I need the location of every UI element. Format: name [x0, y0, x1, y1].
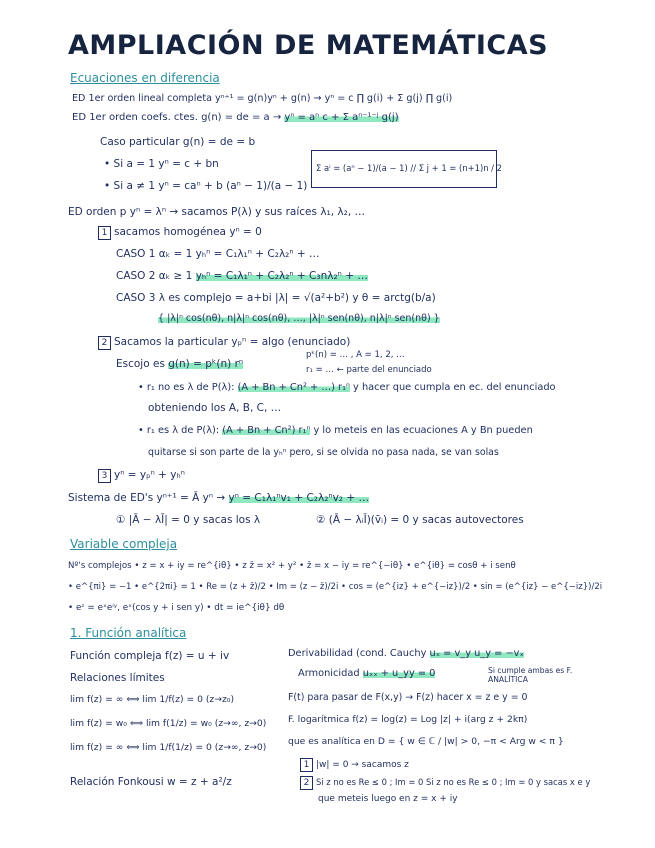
step-3-text: yⁿ = yₚⁿ + yₕⁿ: [114, 469, 185, 481]
line-limit-2: lim f(z) = w₀ ⟺ lim f(1/z) = w₀ (z→∞, z→0): [70, 718, 267, 729]
line-caso-2-formula: yₕⁿ = C₁λ₁ⁿ + C₂λ₂ⁿ + C₃nλ₂ⁿ + …: [195, 270, 368, 282]
line-r1-def: r₁ = … ← parte del enunciado: [306, 365, 432, 375]
line-ed-const-coef-result: yⁿ = aⁿ c + Σ aⁿ⁻¹⁻ʲ g(j): [284, 112, 399, 123]
log-step-2-text: Si z no es Re ≤ 0 ; Im = 0 Si z no es Re ≤ 0 ; Im = 0 y sacas x e y: [316, 777, 591, 787]
page-title: AMPLIACIÓN DE MATEMÁTICAS: [68, 30, 549, 61]
step-1-number: 1: [98, 226, 111, 240]
line-armonicidad-label: Armonicidad: [298, 668, 360, 679]
line-r1-is-root: [138, 425, 533, 436]
log-step-1-number: 1: [300, 758, 313, 772]
log-step-1-text: |w| = 0 → sacamos z: [316, 760, 409, 770]
sum-formula-text: Σ aⁱ = (aⁿ − 1)/(a − 1) // Σ j + 1 = (n+1)n / 2: [316, 163, 502, 173]
line-ed-first-order: ED 1er orden lineal completa yⁿ⁺¹ = g(n)yⁿ + g(n) → yⁿ = c ∏ g(i) + Σ g(j) ∏ g(i): [72, 93, 453, 104]
line-sistema-label: Sistema de ED's yⁿ⁺¹ = Ā yⁿ →: [68, 492, 226, 504]
line-ed-const-coef: [72, 112, 399, 123]
line-pk-def: pᵏ(n) = … , A = 1, 2, …: [306, 350, 405, 360]
line-analitica-note: Si cumple ambas es F. ANALÍTICA: [488, 666, 573, 684]
line-sistema-formula: yⁿ = C₁λ₁ⁿv₁ + C₂λ₂ⁿv₂ + …: [228, 492, 369, 504]
line-limit-1: lim f(z) = ∞ ⟺ lim 1/f(z) = 0 (z→z₀): [70, 694, 235, 705]
line-ed-order-p: ED orden p yⁿ = λⁿ → sacamos P(λ) y sus raíces λ₁, λ₂, …: [68, 206, 366, 218]
line-relacion-fonkousi: Relación Fonkousi w = z + a²/z: [70, 776, 232, 788]
step-2: [98, 336, 350, 350]
line-case-a-ne-1: • Si a ≠ 1 yⁿ = caⁿ + b (aⁿ − 1)/(a − 1): [104, 180, 308, 192]
line-caso-2-label: CASO 2 αₖ ≥ 1: [116, 270, 193, 282]
line-escojo: [116, 358, 243, 370]
log-step-2-number: 2: [300, 776, 313, 790]
line-r1-not-root: [138, 382, 556, 393]
line-meteis-luego: que meteis luego en z = x + iy: [318, 794, 458, 804]
line-case-a-eq-1: • Si a = 1 yⁿ = c + bn: [104, 158, 219, 170]
line-relaciones-limites: Relaciones límites: [70, 672, 165, 684]
line-armonicidad: [298, 668, 435, 679]
line-r1-not-root-label: • r₁ no es λ de P(λ):: [138, 382, 235, 393]
line-logaritmica: F. logarítmica f(z) = log(z) = Log |z| + i(arg z + 2kπ): [288, 714, 528, 725]
step-1-text: sacamos homogénea yⁿ = 0: [114, 226, 262, 238]
line-limit-3: lim f(z) = ∞ ⟺ lim 1/f(1/z) = 0 (z→∞, z→0): [70, 742, 267, 753]
section-variable-compleja: Variable compleja: [70, 537, 178, 551]
step-1: [98, 226, 262, 240]
line-caso-1: CASO 1 αₖ = 1 yₕⁿ = C₁λ₁ⁿ + C₂λ₂ⁿ + …: [116, 248, 320, 260]
step-2-text: Sacamos la particular yₚⁿ = algo (enunciado): [114, 336, 351, 348]
line-caso-3-basis: { |λ|ⁿ cos(nθ), n|λ|ⁿ cos(nθ), …, |λ|ⁿ sen(nθ), n|λ|ⁿ sen(nθ) }: [158, 313, 440, 324]
line-complex-exp: • eᶻ = eˣeⁱʸ, eˣ(cos y + i sen y) • dt = ie^{iθ} dθ: [68, 603, 285, 613]
step-2-number: 2: [98, 336, 111, 350]
line-quitarse: quitarse si son parte de la yₕⁿ pero, si se olvida no pasa nada, se van solas: [148, 447, 499, 458]
section-ecuaciones: Ecuaciones en diferencia: [70, 71, 220, 85]
line-sistema-step-1: ① |Ā − λĪ| = 0 y sacas los λ: [116, 514, 261, 526]
line-sistema-step-2: ② (Ā − λᵢĪ)(v̄ᵢ) = 0 y sacas autovectores: [316, 514, 524, 526]
step-3-number: 3: [98, 469, 111, 483]
line-r1-is-root-label: • r₁ es λ de P(λ):: [138, 425, 220, 436]
line-escojo-formula: g(n) = pᵏ(n) rⁿ: [168, 358, 244, 370]
line-funcion-compleja: Función compleja f(z) = u + iv: [70, 650, 230, 662]
line-r1-not-root-tail: y hacer que cumpla en ec. del enunciado: [353, 382, 556, 393]
line-r1-is-root-formula: (A + Bn + Cn²) r₁ⁿ: [222, 425, 311, 436]
line-analitica-en: que es analítica en D = { w ∈ ℂ / |w| > 0, −π < Arg w < π }: [288, 736, 564, 747]
line-r1-not-root-formula: (A + Bn + Cn² + …) r₁ⁿ: [237, 382, 350, 393]
line-caso-2: [116, 270, 368, 282]
line-complex-identities: • e^{πi} = −1 • e^{2πi} = 1 • Re = (z + z̄)/2 • Im = (z − z̄)/2i • cos = (e^{iz} + e^{−iz})/2 • sin = (e^{iz} − e^{−iz})/2i: [68, 582, 603, 592]
section-funcion-analitica: 1. Función analítica: [70, 626, 187, 640]
line-derivabilidad-formula: uₓ = v_y u_y = −vₓ: [429, 648, 524, 659]
line-r1-is-root-tail: y lo meteis en las ecuaciones A y Bn pueden: [313, 425, 533, 436]
line-derivabilidad-label: Derivabilidad (cond. Cauchy: [288, 648, 427, 659]
line-log-step-2: [300, 776, 590, 790]
line-obteniendo: obteniendo los A, B, C, …: [148, 402, 282, 414]
line-log-step-1: [300, 758, 409, 772]
line-ft-pasar: F(t) para pasar de F(x,y) → F(z) hacer x = z e y = 0: [288, 692, 528, 703]
line-escojo-label: Escojo es: [116, 358, 165, 370]
line-caso-3: CASO 3 λ es complejo = a+bi |λ| = √(a²+b²) y θ = arctg(b/a): [116, 292, 436, 304]
line-armonicidad-formula: uₓₓ + u_yy = 0: [362, 668, 436, 679]
line-sistema: [68, 492, 369, 504]
line-complex-numbers: Nº's complejos • z = x + iy = re^{iθ} • z z̄ = x² + y² • z̄ = x − iy = re^{−iθ} • e^{iθ} = cosθ + i senθ: [68, 561, 516, 571]
line-particular-case: Caso particular g(n) = de = b: [100, 136, 256, 148]
line-ed-const-coef-text: ED 1er orden coefs. ctes. g(n) = de = a →: [72, 112, 282, 123]
step-3: [98, 469, 185, 483]
line-derivabilidad: [288, 648, 524, 659]
